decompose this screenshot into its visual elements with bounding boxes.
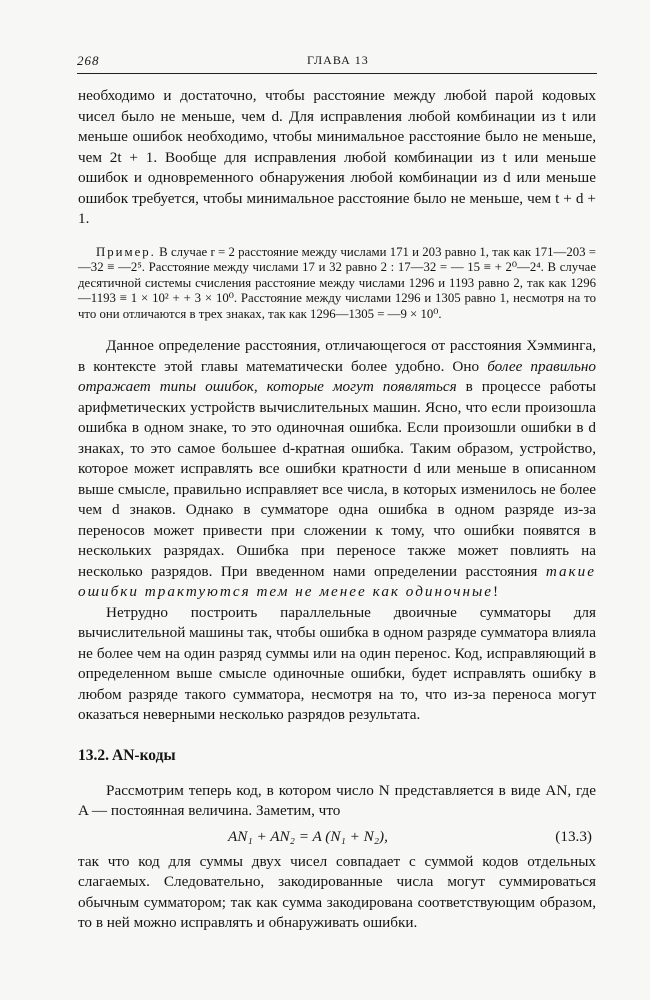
section-title: 13.2. AN-коды bbox=[78, 746, 176, 764]
paragraph-definition: Данное определение расстояния, отличающегося от расстояния Хэмминга, в контексте этой главы математически более удобно. Оно более правильно отражает типы ошибок, которые могут появляться в процессе работы арифметических устройств вычислительных машин. Ясно, что если произошла ошибка в одном знаке, то это одиночная ошибка. Если произошли ошибки в d знаках, то это самое большее d-кратная ошибка. Таким образом, устройство, которое может исправлять все ошибки кратности d или меньше в описанном выше смысле, правильно исправляет все числа, в которых изменилось не более чем d знаков. Однако в сумматоре одна ошибка в одном разряде из-за переносов может привести при сложении к тому, что ошибки появятся в нескольких разрядах. Ошибка при переносе также может повлиять на несколько разрядов. При введенном нами определении расстояния такие ошибки трактуются тем не менее как одиночные! bbox=[78, 337, 597, 600]
example-label: Пример. bbox=[96, 244, 156, 259]
page-body bbox=[78, 86, 596, 934]
example-text: В случае r = 2 расстояние между числами 171 и 203 равно 1, так как 171—203 = —32 ≡ —2⁵. Расстояние между числами 17 и 32 равно 2 : 17—32 = — 15 ≡ + 2⁰—2⁴. В случае десятичной системы счисления расстояние между числами 1296 и 1193 равно 2, так как 1296—1193 ≡ 1 × 10² + + 3 × 10⁰. Расстояние между числами 1296 и 1305 равно 1, несмотря на то что они отличаются в трех знаках, так как 1296—1305 = —9 × 10⁰. bbox=[78, 244, 596, 321]
spaced-italic-phrase: такие ошибки трактуются тем не менее как одиночные bbox=[78, 562, 596, 600]
equation-13-3 bbox=[78, 822, 596, 852]
paragraph-distance-condition: необходимо и достаточно, чтобы расстояние между любой парой кодовых чисел было не меньше, чем d. Для исправления любой комбинации из t или меньше ошибок необходимо, чтобы минимальное расстояние было не меньше, чем 2t + 1. Вообще для исправления любой комбинации из t или меньше ошибок и одновременного обнаружения любой комбинации из d или меньше ошибок требуется, чтобы минимальное расстояние было не меньше, чем t + d + 1. bbox=[78, 87, 596, 227]
paragraph-adders: Нетрудно построить параллельные двоичные сумматоры для вычислительной машины так, чтобы ошибка в одном разряде сумматора влияла не более чем на один разряд суммы или на один перенос. Код, исправляющий в определенном выше смысле одиночные ошибки, будет исправлять ошибку в любом разряде такого сумматора, несмотря на то, что из-за переноса могут оказаться неверными несколько разрядов результата. bbox=[78, 603, 596, 723]
example-paragraph bbox=[78, 245, 596, 323]
paragraph-an-codes-intro: Рассмотрим теперь код, в котором число N представляется в виде AN, где A — постоянная величина. Заметим, что bbox=[78, 781, 596, 819]
chapter-label: ГЛАВА 13 bbox=[307, 53, 369, 67]
page-header bbox=[77, 53, 597, 71]
equation-expression: AN₁ + AN₂ = A (N₁ + N₂), bbox=[228, 827, 388, 845]
italic-phrase: более правильно отражает типы ошибок, которые могут появляться bbox=[78, 357, 597, 395]
page-number: 268 bbox=[77, 53, 100, 68]
equation-number: (13.3) bbox=[555, 827, 592, 845]
paragraph-sum-codes: так что код для суммы двух чисел совпадает с суммой кодов отдельных слагаемых. Следовательно, закодированные числа могут суммироваться обычным сумматором; так как сумма закодирована соответствующим образом, то в ней можно исправлять и обнаруживать ошибки. bbox=[78, 852, 596, 931]
header-rule bbox=[77, 73, 597, 74]
